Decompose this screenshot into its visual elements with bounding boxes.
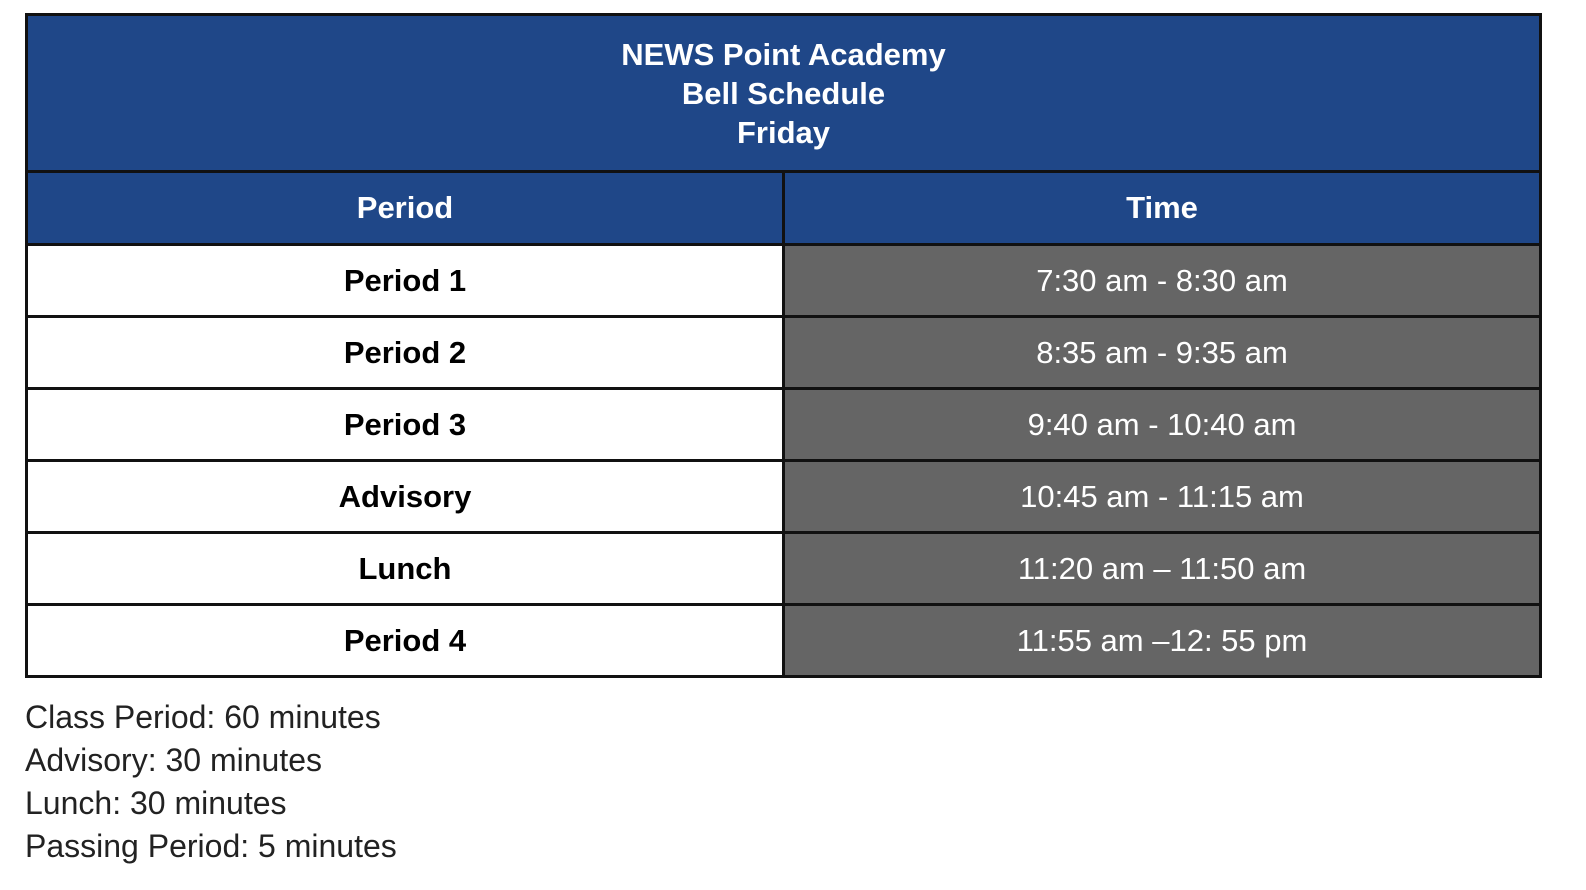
period-name-cell: Advisory bbox=[27, 461, 784, 533]
table-row bbox=[27, 533, 1541, 605]
school-name: NEWS Point Academy bbox=[621, 36, 946, 72]
period-name-cell: Period 1 bbox=[27, 245, 784, 317]
period-time-cell: 10:45 am - 11:15 am bbox=[784, 461, 1541, 533]
period-name-cell: Period 4 bbox=[27, 605, 784, 677]
note-passing-period: Passing Period: 5 minutes bbox=[25, 828, 397, 864]
column-header-time: Time bbox=[784, 172, 1541, 245]
schedule-day: Friday bbox=[736, 114, 831, 150]
period-name-cell: Lunch bbox=[27, 533, 784, 605]
period-time-cell: 11:20 am – 11:50 am bbox=[784, 533, 1541, 605]
note-lunch: Lunch: 30 minutes bbox=[25, 785, 287, 821]
column-header-row bbox=[27, 172, 1541, 245]
schedule-title bbox=[27, 15, 1541, 172]
duration-notes bbox=[25, 696, 397, 868]
period-time-cell: 8:35 am - 9:35 am bbox=[784, 317, 1541, 389]
period-time-cell: 7:30 am - 8:30 am bbox=[784, 245, 1541, 317]
column-header-period: Period bbox=[27, 172, 784, 245]
table-row bbox=[27, 461, 1541, 533]
table-row bbox=[27, 389, 1541, 461]
table-row bbox=[27, 245, 1541, 317]
table-row bbox=[27, 317, 1541, 389]
period-name-cell: Period 2 bbox=[27, 317, 784, 389]
period-time-cell: 11:55 am –12: 55 pm bbox=[784, 605, 1541, 677]
period-time-cell: 9:40 am - 10:40 am bbox=[784, 389, 1541, 461]
title-row bbox=[27, 15, 1541, 172]
note-class-period: Class Period: 60 minutes bbox=[25, 699, 381, 735]
schedule-name: Bell Schedule bbox=[681, 75, 886, 111]
bell-schedule-table bbox=[25, 13, 1542, 678]
table-row bbox=[27, 605, 1541, 677]
note-advisory: Advisory: 30 minutes bbox=[25, 742, 323, 778]
period-name-cell: Period 3 bbox=[27, 389, 784, 461]
